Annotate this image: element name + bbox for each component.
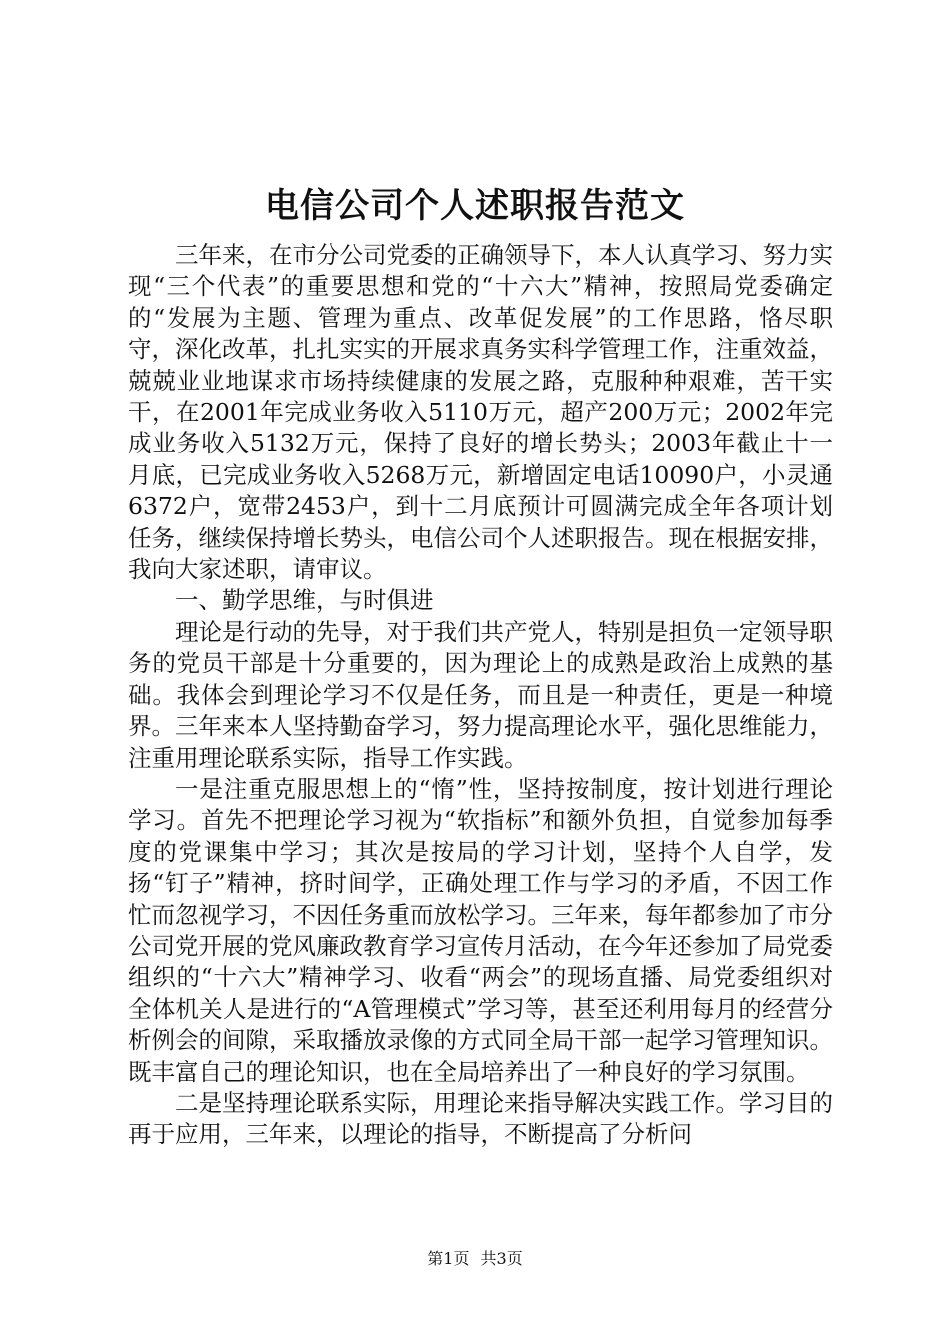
section-heading-1: 一、勤学思维，与时俱进	[175, 586, 434, 615]
paragraph-theory: 理论是行动的先导，对于我们共产党人，特别是担负一定领导职务的党员干部是十分重要的，因为理论上的成熟是政治上成熟的基础。我体会到理论学习不仅是任务，而且是一种责任，更是一种境界。三年来本人坚持勤奋学习，努力提高理论水平，强化思维能力，注重用理论联系实际，指导工作实践。	[128, 617, 833, 772]
page-total: 共3页	[480, 1249, 523, 1268]
paragraph-point-two: 二是坚持理论联系实际，用理论来指导解决实践工作。学习目的再于应用，三年来，以理论的指导，不断提高了分析问	[128, 1088, 833, 1149]
document-title: 电信公司个人述职报告范文	[265, 186, 685, 226]
document-body	[128, 240, 833, 1151]
paragraph-intro: 三年来，在市分公司党委的正确领导下，本人认真学习、努力实现“三个代表”的重要思想和党的“十六大”精神，按照局党委确定的“发展为主题、管理为重点、改革促发展”的工作思路，恪尽职守，深化改革，扎扎实实的开展求真务实科学管理工作，注重效益，兢兢业业地谋求市场持续健康的发展之路，克服种种艰难，苦干实干，在2001年完成业务收入5110万元，超产200万元；2002年完成业务收入5132万元，保持了良好的增长势头；2003年截止十一月底，已完成业务收入5268万元，新增固定电话10090户，小灵通6372户，宽带2453户，到十二月底预计可圆满完成全年各项计划任务，继续保持增长势头，电信公司个人述职报告。现在根据安排，我向大家述职，请审议。	[128, 241, 833, 584]
page-number: 第1页	[427, 1249, 470, 1268]
paragraph-point-one: 一是注重克服思想上的“惰”性，坚持按制度，按计划进行理论学习。首先不把理论学习视为“软指标”和额外负担，自觉参加每季度的党课集中学习；其次是按局的学习计划，坚持个人自学，发扬“钉子”精神，挤时间学，正确处理工作与学习的矛盾，不因工作忙而忽视学习，不因任务重而放松学习。三年来，每年都参加了市分公司党开展的党风廉政教育学习宣传月活动，在今年还参加了局党委组织的“十六大”精神学习、收看“两会”的现场直播、局党委组织对全体机关人是进行的“A管理模式”学习等，甚至还利用每月的经营分析例会的间隙，采取播放录像的方式同全局干部一起学习管理知识。既丰富自己的理论知识，也在全局培养出了一种良好的学习氛围。	[128, 774, 833, 1086]
page-footer	[0, 1248, 950, 1270]
